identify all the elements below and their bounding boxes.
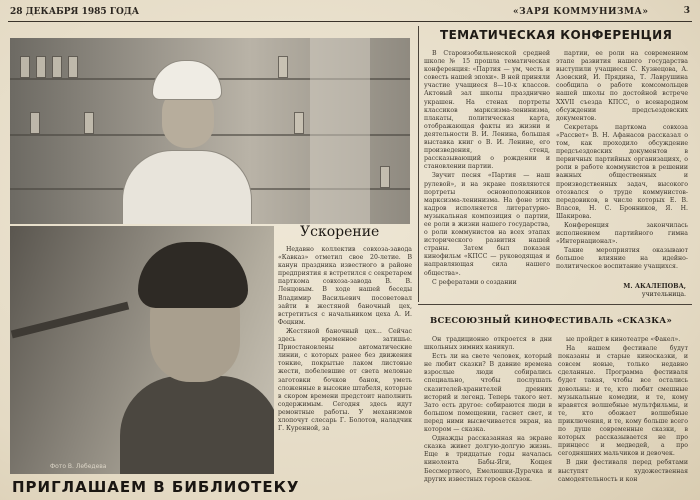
photo-credit: Фото В. Лебедева (50, 463, 107, 470)
column-divider (418, 26, 419, 302)
library-headline: ПРИГЛАШАЕМ В БИБЛИОТЕКУ (12, 478, 300, 496)
conference-column-2: партии, ее роли на современном этапе развития нашего государства выступили учащиеся С. Кузнецова, А. Азовский, И. Прядина, Т. Лаврушина сообщила о работе комсомольцев нашей школы по достойной встрече XXVII съезда КПСС, о всенародном обсуждении предсъездовских документов. Секретарь парткома совхоза «Рассвет» В. Н. Афанасов рассказал о том, как проходило обсуждение предсъездовских документов в первичных партийных организациях, о роли в работе коммунистов в решении важных общественных и производственных задач, высокого отозвался о труде коммунистов-передовиков, в числе которых Е. В. Власов, Н. С. Бронников, Я. Н. Шакирова. Конференция закончилась исполнением партийного гимна «Интернационал». Такие мероприятия оказывают большое влияние на идейно-политическое воспитание учащихся. (556, 50, 688, 271)
photo-can (294, 112, 304, 134)
photo-can (52, 56, 62, 78)
conference-headline: ТЕМАТИЧЕСКАЯ КОНФЕРЕНЦИЯ (440, 28, 673, 42)
photo-glare (310, 38, 370, 224)
photo-can (30, 112, 40, 134)
festival-headline: ВСЕСОЮЗНЫЙ КИНОФЕСТИВАЛЬ «СКАЗКА» (430, 316, 673, 326)
festival-column-1: Он традиционно откроется в дни школьных зимних каникул. Есть ли на свете человек, который не любит сказки? В давние времена взрослые люди собирались специально, чтобы послушать сказителей-хранителей древних историй и легенд. Теперь такого нет. Зато есть другое: собираются люди в большом помещении, гаснет свет, и перед ними высвечивается экран, на котором — сказка. Однажды рассказанная на экране сказка живет долгую-долгую жизнь. Еще в тридцатые годы началась кинолента Бабы-Яги, Кощея Бессмертного, Емелюшки-Дурачка и других известных героев сказок. (424, 336, 552, 483)
newspaper-name: «ЗАРЯ КОММУНИЗМА» (513, 7, 649, 17)
conference-column-1: В Староизобильненской средней школе № 15 прошла тематическая конференция: «Партия — ум, честь и совесть нашей эпохи». В ней приняли участие учащиеся 8—10-х классов. Актовый зал школы празднично украшен. На стенах портреты классиков марксизма-ленинизма, плакаты, политическая карта, отображающая факты из жизни и деятельности В. И. Ленина, большая выставка книг о В. И. Ленине, его произведения, стенд, рассказывающий о рождении и становлении партии. Звучит песня «Партия — наш рулевой», и на экране появляются портреты основоположников марксизма-ленинизма. На фоне этих кадров исполняется литературно-музыкальная композиция о партии, ее роли в жизни нашего государства, о роли коммунистов на всех этапах исторического развития нашей страны. Затем был показан кинофильм «КПСС — руководящая и направляющая сила нашего общества». С рефератами о создании (424, 50, 550, 286)
photo-can (36, 56, 46, 78)
masthead (8, 4, 692, 22)
photo-can (278, 56, 288, 78)
photo-young-man (10, 226, 274, 474)
acceleration-headline: Ускорение (300, 224, 380, 240)
acceleration-column: Недавно коллектив совхоза-завода «Кавказ» отметил свое 20-летие. В канун праздника известного в районе предприятия я встретился с секретарем парткома совхоза-завода В. В. Ленцовым. В ходе нашей беседы Владимир Васильевич посоветовал зайти в жестяной баночный цех, встретиться с начальником цеха А. И. Фоцким. Жестяной баночный цех... Сейчас здесь временное затишье. Приостановлены автоматические линии, с которых ранее без движения тонкие, покрытые лаком листовые жести, побелевшие от света меловые заготовки бочков банок, уметь сложенные в высокие штабеля, которые в скором времени предстоит наполнить содержимым. Сегодня здесь идут ремонтные работы. У механизмов хлопочут слесарь Г. Болотов, наладчик Г. Куренной, за (278, 246, 412, 433)
conference-author: М. АКАЛЕПОВА, (623, 282, 686, 290)
section-divider (418, 304, 692, 305)
page-number: 3 (683, 6, 690, 16)
photo-can (84, 112, 94, 134)
photo-can (20, 56, 30, 78)
conference-author-role: учительница. (641, 291, 686, 298)
photo-can (380, 166, 390, 188)
issue-date: 28 ДЕКАБРЯ 1985 ГОДА (10, 7, 140, 17)
festival-column-2: ые пройдет в кинотеатре «Факел». На нашем фестивале будут показаны и старые киносказки, и совсем новые, только недавно сделанные. Программа фестиваля будет такая, чтобы все остались довольны: и те, кто любит смешные музыкальные комедии, и те, кому нравятся волшебные мультфильмы, и те, кто обожает волшебные приключения, и те, кому больше всего по душе современные сказки, в которых рассказывается не про принцесс и медведей, а про сегодняшних мальчиков и девочек. В дни фестиваля перед ребятами выступят художественная самодеятельность и кон (558, 336, 688, 483)
photo-worker-woman (10, 38, 410, 224)
photo-can (68, 56, 78, 78)
photo-woman-figure (122, 52, 252, 224)
